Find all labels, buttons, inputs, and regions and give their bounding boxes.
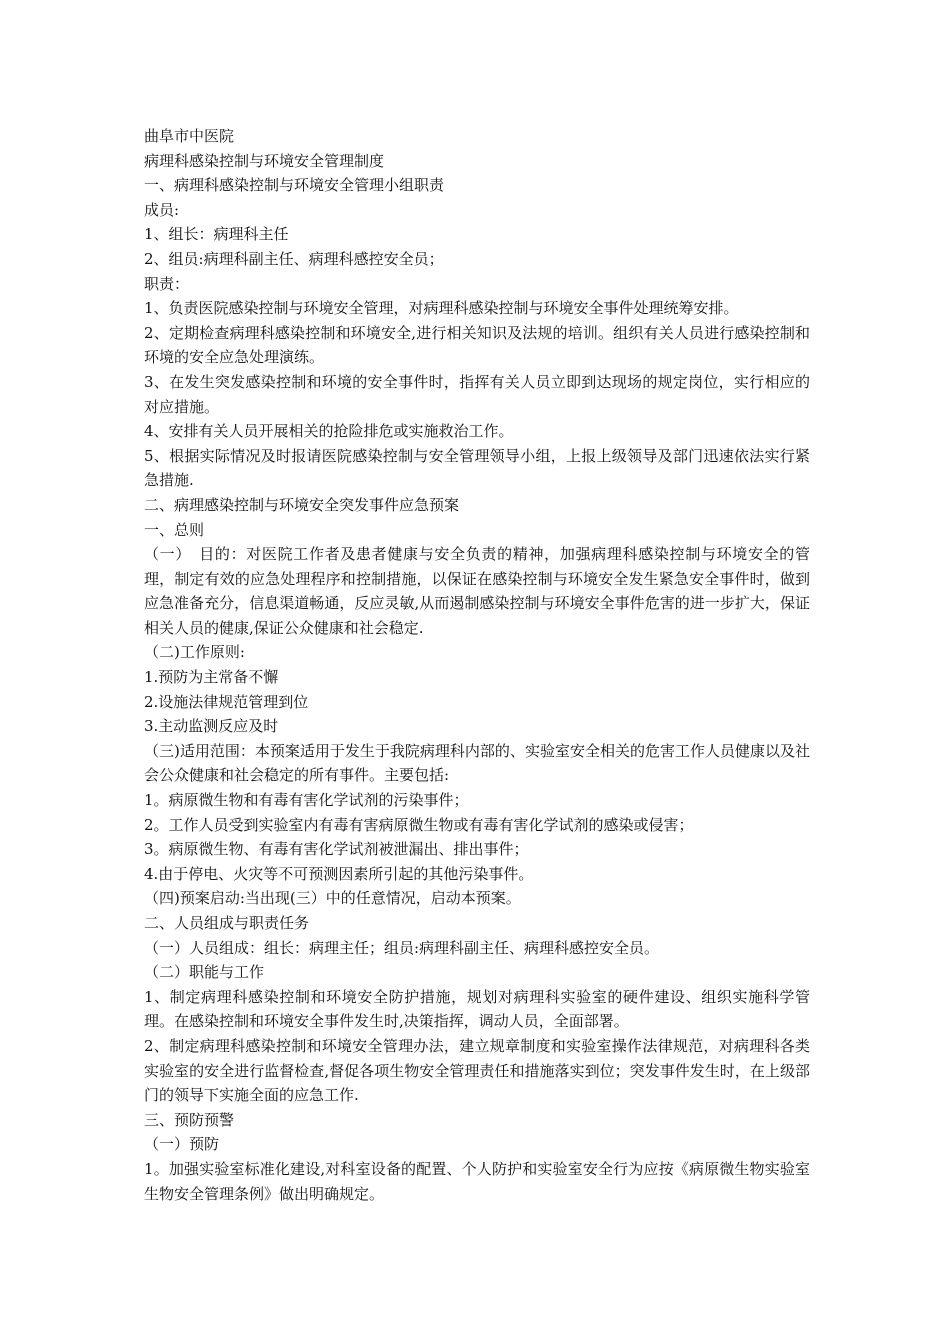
document-line: 1.预防为主常备不懈	[144, 668, 279, 687]
document-line: 1、组长：病理科主任	[144, 225, 289, 244]
document-line: 3。病原微生物、有毒有害化学试剂被泄漏出、排出事件；	[144, 840, 529, 859]
document-line: （二）职能与工作	[144, 963, 265, 982]
document-line: 4.由于停电、火灾等不可预测因素所引起的其他污染事件。	[144, 864, 534, 883]
document-paragraph: 1、制定病理科感染控制和环境安全防护措施，规划对病理科实验室的硬件建设、组织实施科学管理。在感染控制和环境安全事件发生时,决策指挥，调动人员，全面部署。	[144, 987, 810, 1031]
document-line: 职责：	[144, 274, 190, 293]
document-line: 1、负责医院感染控制与环境安全管理，对病理科感染控制与环境安全事件处理统筹安排。	[144, 299, 739, 318]
document-line: 三、预防预警	[144, 1110, 235, 1129]
document-line: 1。病原微生物和有毒有害化学试剂的污染事件；	[144, 791, 469, 810]
document-paragraph: （一） 目的：对医院工作者及患者健康与安全负责的精神，加强病理科感染控制与环境安全的管理，制定有效的应急处理程序和控制措施，以保证在感染控制与环境安全发生紧急安全事件时，做到应急准备充分，信息渠道畅通，反应灵敏,从而遏制感染控制与环境安全事件危害的进一步扩大，保证相关人员的健康,保证公众健康和社会稳定.	[144, 545, 810, 637]
document-paragraph: 3、在发生突发感染控制和环境的安全事件时，指挥有关人员立即到达现场的规定岗位，实行相应的对应措施。	[144, 372, 810, 416]
document-body	[144, 124, 810, 1206]
document-line: 二、人员组成与职责任务	[144, 914, 310, 932]
document-line: 二、病理感染控制与环境安全突发事件应急预案	[144, 495, 460, 514]
document-line: 2。工作人员受到实验室内有毒有害病原微生物或有毒有害化学试剂的感染或侵害；	[144, 815, 694, 834]
document-paragraph: 2、制定病理科感染控制和环境安全管理办法，建立规章制度和实验室操作法律规范，对病理科各类实验室的安全进行监督检查,督促各项生物安全管理责任和措施落实到位；突发事件发生时，在上级部门的领导下实施全面的应急工作.	[144, 1036, 810, 1105]
document-paragraph: 5、根据实际情况及时报请医院感染控制与安全管理领导小组，上报上级领导及部门迅速依法实行紧急措施.	[144, 446, 810, 490]
document-line: 2.设施法律规范管理到位	[144, 692, 309, 711]
document-line: （一）人员组成：组长：病理主任；组员:病理科副主任、病理科感控安全员。	[144, 938, 660, 957]
document-line: 一、总则	[144, 520, 205, 539]
document-paragraph: 2、定期检查病理科感染控制和环境安全,进行相关知识及法规的培训。组织有关人员进行感染控制和环境的安全应急处理演练。	[144, 323, 810, 367]
document-paragraph: （三)适用范围：本预案适用于发生于我院病理科内部的、实验室安全相关的危害工作人员健康以及社会公众健康和社会稳定的所有事件。主要包括:	[144, 741, 810, 785]
document-line: 一、病理科感染控制与环境安全管理小组职责	[144, 176, 445, 195]
document-line: 病理科感染控制与环境安全管理制度	[144, 151, 385, 170]
document-line: （一）预防	[144, 1135, 220, 1154]
document-line: （二)工作原则:	[144, 643, 245, 662]
document-line: 成员:	[144, 200, 180, 219]
document-line: 3.主动监测反应及时	[144, 717, 279, 736]
document-paragraph: 1。加强实验室标准化建设,对科室设备的配置、个人防护和实验室安全行为应按《病原微生物实验室生物安全管理条例》做出明确规定。	[144, 1159, 810, 1203]
document-line: 曲阜市中医院	[144, 127, 235, 145]
document-line: 4、安排有关人员开展相关的抢险排危或实施救治工作。	[144, 422, 514, 441]
document-line: （四)预案启动:当出现(三）中的任意情况，启动本预案。	[144, 889, 521, 908]
document-line: 2、组员:病理科副主任、病理科感控安全员；	[144, 249, 444, 268]
